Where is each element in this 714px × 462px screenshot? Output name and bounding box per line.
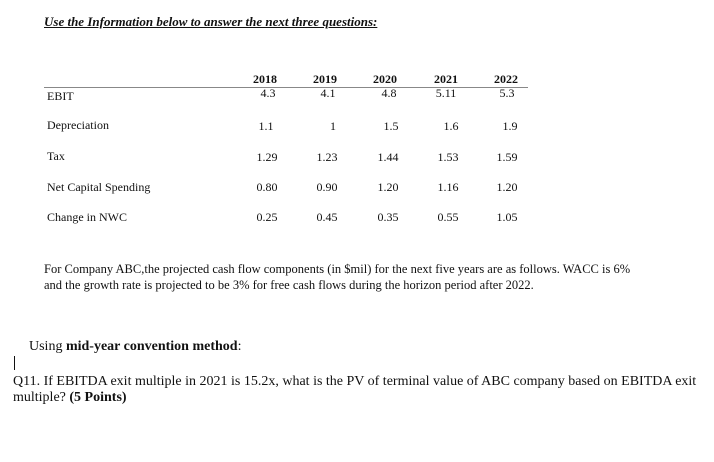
table-cell: 0.55 bbox=[437, 210, 459, 224]
table-cell: 1.53 bbox=[437, 150, 459, 164]
table-cell: 1.05 bbox=[496, 210, 518, 224]
instruction-heading: Use the Information below to answer the next three questions: bbox=[44, 14, 378, 29]
row-label-tax: Tax bbox=[47, 149, 65, 163]
table-cell: 1.59 bbox=[496, 150, 518, 164]
table-cell: 5.3 bbox=[499, 86, 515, 100]
table-cell: 1.16 bbox=[437, 180, 459, 194]
year-header: 2019 bbox=[313, 72, 337, 86]
problem-description: For Company ABC,the projected cash flow components (in $mil) for the next five years are as follows. WACC is 6% and the growth rate is projected to be 3% for free cash flows during the horizon period after 2022. bbox=[44, 262, 631, 292]
table-cell: 1.44 bbox=[377, 150, 399, 164]
row-label-net-capital-spending: Net Capital Spending bbox=[47, 180, 151, 194]
method-suffix: : bbox=[237, 339, 242, 354]
year-header: 2018 bbox=[253, 72, 277, 86]
table-cell: 1 bbox=[330, 119, 336, 133]
table-cell: 4.8 bbox=[381, 86, 397, 100]
method-name: mid-year convention method bbox=[65, 339, 238, 354]
table-cell: 0.90 bbox=[316, 180, 338, 194]
text-cursor bbox=[14, 356, 15, 370]
table-cell: 1.9 bbox=[502, 119, 518, 133]
table-cell: 4.1 bbox=[320, 86, 336, 100]
table-cell: 5.11 bbox=[435, 86, 457, 100]
table-cell: 1.6 bbox=[443, 119, 459, 133]
table-cell: 0.45 bbox=[316, 210, 338, 224]
table-cell: 1.29 bbox=[256, 150, 278, 164]
question-text bbox=[13, 374, 703, 406]
table-cell: 0.25 bbox=[256, 210, 278, 224]
table-cell: 4.3 bbox=[260, 86, 276, 100]
table-cell: 1.20 bbox=[377, 180, 399, 194]
row-label-depreciation: Depreciation bbox=[47, 118, 109, 132]
table-cell: 0.80 bbox=[256, 180, 278, 194]
method-line bbox=[29, 339, 241, 355]
table-cell: 0.35 bbox=[377, 210, 399, 224]
year-header: 2020 bbox=[373, 72, 397, 86]
table-cell: 1.20 bbox=[496, 180, 518, 194]
table-cell: 1.23 bbox=[316, 150, 338, 164]
table-cell: 1.1 bbox=[258, 119, 274, 133]
year-header: 2021 bbox=[434, 72, 458, 86]
row-label-ebit: EBIT bbox=[47, 89, 74, 103]
table-cell: 1.5 bbox=[383, 119, 399, 133]
row-label-change-in-nwc: Change in NWC bbox=[47, 210, 127, 224]
method-prefix: Using bbox=[29, 339, 66, 354]
question-body: Q11. If EBITDA exit multiple in 2021 is 15.2x, what is the PV of terminal value of ABC company based on EBITDA exit multiple? bbox=[13, 374, 697, 405]
year-header: 2022 bbox=[494, 72, 518, 86]
question-points: (5 Points) bbox=[69, 390, 127, 405]
